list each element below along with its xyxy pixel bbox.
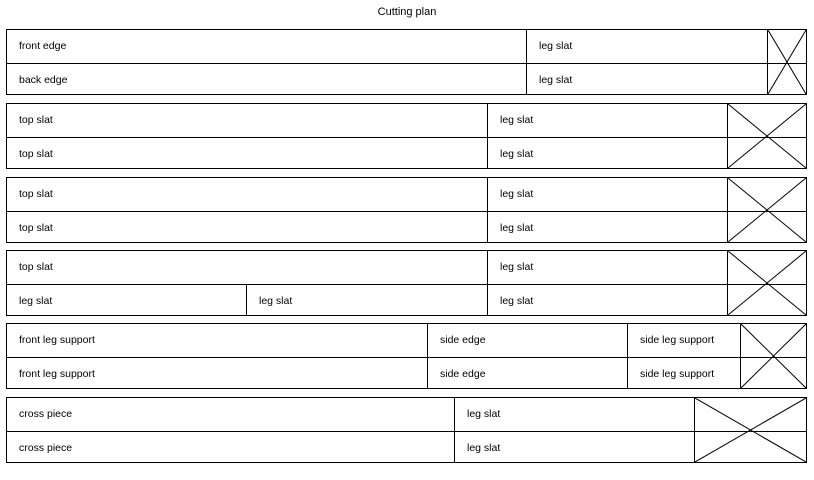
waste-area [727, 104, 806, 168]
piece-label: side edge [428, 358, 628, 389]
board-row [7, 431, 806, 463]
board-4 [6, 250, 807, 316]
waste-cross-icon [728, 178, 806, 242]
board-row [7, 104, 806, 137]
piece-label: top slat [7, 212, 488, 243]
piece-label: leg slat [500, 295, 534, 307]
piece-label: front edge [7, 30, 527, 63]
board-1 [6, 29, 807, 95]
board-row [7, 251, 806, 284]
board-row [7, 137, 806, 169]
board-2 [6, 103, 807, 169]
board-row [7, 63, 806, 95]
piece-label: leg slat [467, 442, 501, 454]
waste-area [727, 251, 806, 315]
waste-cross-icon [728, 251, 806, 315]
board-row [7, 211, 806, 243]
waste-area [694, 398, 806, 462]
piece-label: side leg support [640, 334, 715, 346]
piece-label: leg slat [500, 261, 534, 273]
waste-cross-icon [768, 30, 806, 94]
waste-cross-icon [728, 104, 806, 168]
board-row [7, 398, 806, 431]
piece-label: leg slat [500, 188, 534, 200]
piece-label: leg slat [539, 74, 573, 86]
piece-label: side edge [428, 324, 628, 357]
board-3 [6, 177, 807, 243]
board-row [7, 30, 806, 63]
board-row [7, 284, 806, 316]
board-row [7, 178, 806, 211]
board-6 [6, 397, 807, 463]
waste-cross-icon [695, 398, 806, 462]
piece-label: side leg support [640, 368, 715, 380]
diagram-title: Cutting plan [377, 6, 437, 18]
piece-label: front leg support [7, 324, 428, 357]
waste-area [767, 30, 806, 94]
piece-label: top slat [7, 104, 488, 137]
waste-cross-icon [741, 324, 806, 388]
board-row [7, 324, 806, 357]
board-5 [6, 323, 807, 389]
piece-label: cross piece [7, 398, 455, 431]
piece-label: top slat [7, 178, 488, 211]
piece-label: leg slat [7, 285, 247, 316]
piece-label: back edge [7, 64, 527, 95]
piece-label: leg slat [467, 408, 501, 420]
piece-label: front leg support [7, 358, 428, 389]
waste-area [727, 178, 806, 242]
waste-area [740, 324, 806, 388]
piece-label: top slat [7, 251, 488, 284]
board-row [7, 357, 806, 389]
piece-label: leg slat [500, 114, 534, 126]
piece-label: leg slat [500, 148, 534, 160]
piece-label: leg slat [500, 222, 534, 234]
piece-label: leg slat [247, 285, 488, 316]
piece-label: cross piece [7, 432, 455, 463]
piece-label: leg slat [539, 40, 573, 52]
piece-label: top slat [7, 138, 488, 169]
